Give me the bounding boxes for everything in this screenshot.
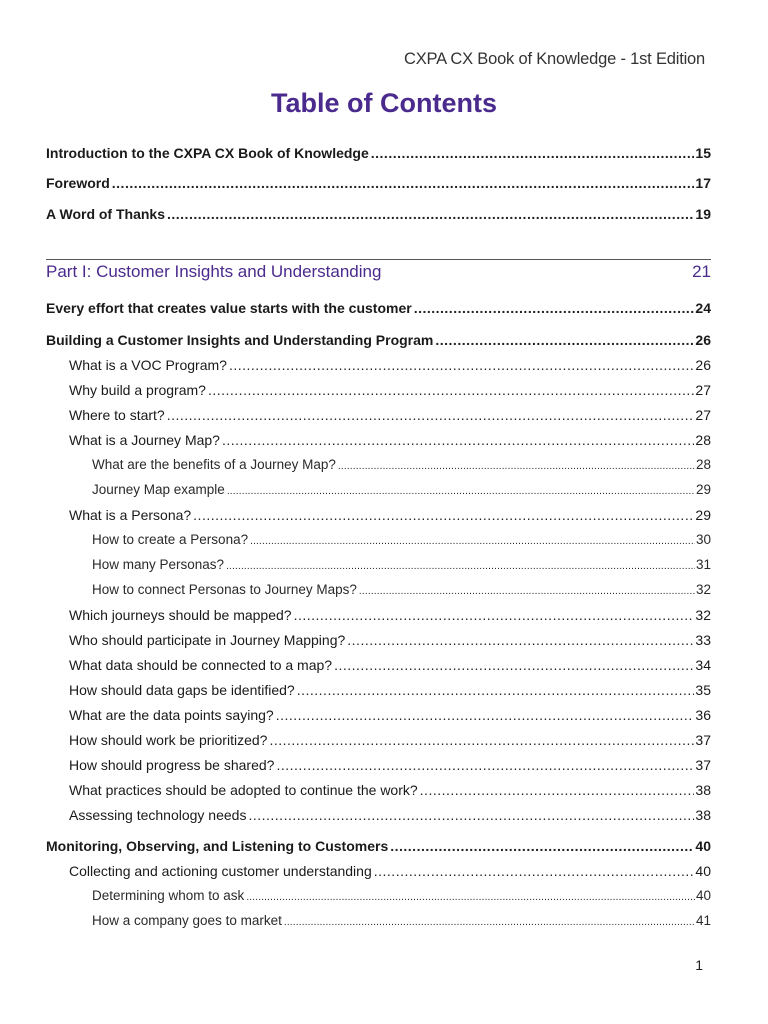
part-heading-label: Part I: Customer Insights and Understanding bbox=[46, 262, 382, 281]
toc-entry[interactable] bbox=[69, 732, 711, 752]
toc-entry-label: How should progress be shared? bbox=[69, 757, 275, 773]
toc-entry-page: 33 bbox=[695, 632, 711, 648]
toc-entry[interactable] bbox=[69, 382, 711, 402]
toc-entry-label: What data should be connected to a map? bbox=[69, 657, 333, 673]
toc-entry[interactable] bbox=[69, 507, 711, 527]
toc-entry-introduction[interactable] bbox=[46, 145, 711, 165]
toc-entry-label: What practices should be adopted to continue the work? bbox=[69, 782, 418, 798]
dot-leader bbox=[276, 707, 695, 723]
dot-leader bbox=[334, 657, 694, 673]
dot-leader bbox=[435, 332, 694, 348]
running-header: CXPA CX Book of Knowledge - 1st Edition bbox=[404, 50, 705, 68]
dot-leader bbox=[294, 607, 695, 623]
dot-leader bbox=[208, 382, 694, 398]
toc-entry-label: How should data gaps be identified? bbox=[69, 682, 295, 698]
toc-entry[interactable] bbox=[92, 888, 711, 908]
toc-entry[interactable] bbox=[69, 407, 711, 427]
toc-entry-page: 40 bbox=[695, 838, 711, 854]
toc-entry[interactable] bbox=[46, 838, 711, 858]
dot-leader bbox=[269, 732, 694, 748]
dot-leader bbox=[222, 432, 694, 448]
toc-entry[interactable] bbox=[92, 582, 711, 602]
toc-entry[interactable] bbox=[92, 913, 711, 933]
toc-entry[interactable] bbox=[46, 332, 711, 352]
dot-leader bbox=[229, 357, 694, 373]
toc-entry-page: 35 bbox=[695, 682, 711, 698]
toc-entry[interactable] bbox=[69, 632, 711, 652]
toc-entry[interactable] bbox=[69, 607, 711, 627]
toc-entry-page: 28 bbox=[695, 432, 711, 448]
toc-entry-page: 15 bbox=[695, 145, 711, 161]
dot-leader bbox=[248, 807, 694, 823]
toc-entry-page: 24 bbox=[695, 300, 711, 316]
toc-entry-page: 32 bbox=[695, 607, 711, 623]
toc-entry[interactable] bbox=[69, 863, 711, 883]
dot-leader bbox=[284, 913, 695, 928]
toc-entry-page: 28 bbox=[695, 457, 711, 472]
toc-entry[interactable] bbox=[92, 557, 711, 577]
toc-entry-label: Determining whom to ask bbox=[92, 888, 245, 903]
toc-entry-label: Foreword bbox=[46, 175, 110, 191]
toc-entry-label: Assessing technology needs bbox=[69, 807, 247, 823]
dot-leader bbox=[374, 863, 695, 879]
toc-entry-page: 17 bbox=[695, 175, 711, 191]
toc-entry-label: Every effort that creates value starts with the customer bbox=[46, 300, 412, 316]
toc-entry-page: 26 bbox=[695, 357, 711, 373]
dot-leader bbox=[112, 175, 695, 191]
toc-entry[interactable] bbox=[92, 457, 711, 477]
toc-entry-page: 29 bbox=[695, 507, 711, 523]
part-heading-page: 21 bbox=[692, 262, 711, 281]
dot-leader bbox=[359, 582, 695, 597]
toc-entry-label: What are the data points saying? bbox=[69, 707, 274, 723]
toc-entry-label: How to create a Persona? bbox=[92, 532, 249, 547]
dot-leader bbox=[338, 457, 695, 472]
toc-entry-page: 37 bbox=[695, 732, 711, 748]
toc-entry-foreword[interactable] bbox=[46, 175, 711, 195]
toc-entry-label: Which journeys should be mapped? bbox=[69, 607, 292, 623]
toc-entry[interactable] bbox=[69, 707, 711, 727]
toc-entry[interactable] bbox=[69, 657, 711, 677]
toc-entry-page: 27 bbox=[695, 407, 711, 423]
dot-leader bbox=[246, 888, 695, 903]
page-number: 1 bbox=[695, 957, 703, 973]
toc-entry-label: Introduction to the CXPA CX Book of Knowledge bbox=[46, 145, 369, 161]
dot-leader bbox=[297, 682, 695, 698]
toc-entry-label: How to connect Personas to Journey Maps? bbox=[92, 582, 357, 597]
toc-entry[interactable] bbox=[69, 357, 711, 377]
toc-entry-label: Where to start? bbox=[69, 407, 165, 423]
toc-entry-label: Who should participate in Journey Mapping? bbox=[69, 632, 346, 648]
dot-leader bbox=[193, 507, 694, 523]
toc-entry-page: 19 bbox=[695, 206, 711, 222]
dot-leader bbox=[227, 482, 695, 497]
toc-entry[interactable] bbox=[92, 532, 711, 552]
part-heading[interactable] bbox=[46, 259, 711, 282]
toc-entry-label: What is a Persona? bbox=[69, 507, 192, 523]
toc-entry-label: How should work be prioritized? bbox=[69, 732, 268, 748]
toc-entry-page: 36 bbox=[695, 707, 711, 723]
toc-entry-page: 38 bbox=[695, 782, 711, 798]
dot-leader bbox=[167, 407, 695, 423]
toc-entry-page: 31 bbox=[695, 557, 711, 572]
toc-entry-page: 27 bbox=[695, 382, 711, 398]
toc-entry-thanks[interactable] bbox=[46, 206, 711, 226]
toc-entry[interactable] bbox=[69, 432, 711, 452]
toc-entry-label: Building a Customer Insights and Understanding Program bbox=[46, 332, 434, 348]
dot-leader bbox=[250, 532, 695, 547]
dot-leader bbox=[276, 757, 694, 773]
toc-entry-page: 30 bbox=[695, 532, 711, 547]
toc-entry-label: Why build a program? bbox=[69, 382, 206, 398]
dot-leader bbox=[414, 300, 695, 316]
dot-leader bbox=[371, 145, 695, 161]
dot-leader bbox=[167, 206, 694, 222]
toc-entry-page: 34 bbox=[695, 657, 711, 673]
dot-leader bbox=[347, 632, 694, 648]
toc-entry-page: 38 bbox=[695, 807, 711, 823]
toc-entry-page: 29 bbox=[695, 482, 711, 497]
toc-entry-page: 40 bbox=[695, 863, 711, 879]
toc-entry-page: 26 bbox=[695, 332, 711, 348]
toc-entry[interactable] bbox=[69, 682, 711, 702]
toc-entry-page: 37 bbox=[695, 757, 711, 773]
dot-leader bbox=[390, 838, 694, 854]
toc-entry-page: 32 bbox=[695, 582, 711, 597]
toc-entry-label: A Word of Thanks bbox=[46, 206, 165, 222]
toc-entry-label: Journey Map example bbox=[92, 482, 225, 497]
toc-entry-label: What is a VOC Program? bbox=[69, 357, 227, 373]
toc-entry-page: 40 bbox=[695, 888, 711, 903]
toc-entry[interactable] bbox=[92, 482, 711, 502]
toc-entry[interactable] bbox=[46, 300, 711, 320]
toc-entry-label: Collecting and actioning customer understanding bbox=[69, 863, 372, 879]
toc-entry-label: Monitoring, Observing, and Listening to Customers bbox=[46, 838, 389, 854]
dot-leader bbox=[226, 557, 695, 572]
toc-entry-label: What is a Journey Map? bbox=[69, 432, 220, 448]
toc-entry[interactable] bbox=[69, 782, 711, 802]
toc-entry-label: How many Personas? bbox=[92, 557, 225, 572]
toc-entry[interactable] bbox=[69, 757, 711, 777]
toc-entry-label: How a company goes to market bbox=[92, 913, 282, 928]
toc-entry-page: 41 bbox=[695, 913, 711, 928]
toc-entry[interactable] bbox=[69, 807, 711, 827]
dot-leader bbox=[420, 782, 695, 798]
toc-entry-label: What are the benefits of a Journey Map? bbox=[92, 457, 336, 472]
page-title: Table of Contents bbox=[271, 88, 497, 118]
